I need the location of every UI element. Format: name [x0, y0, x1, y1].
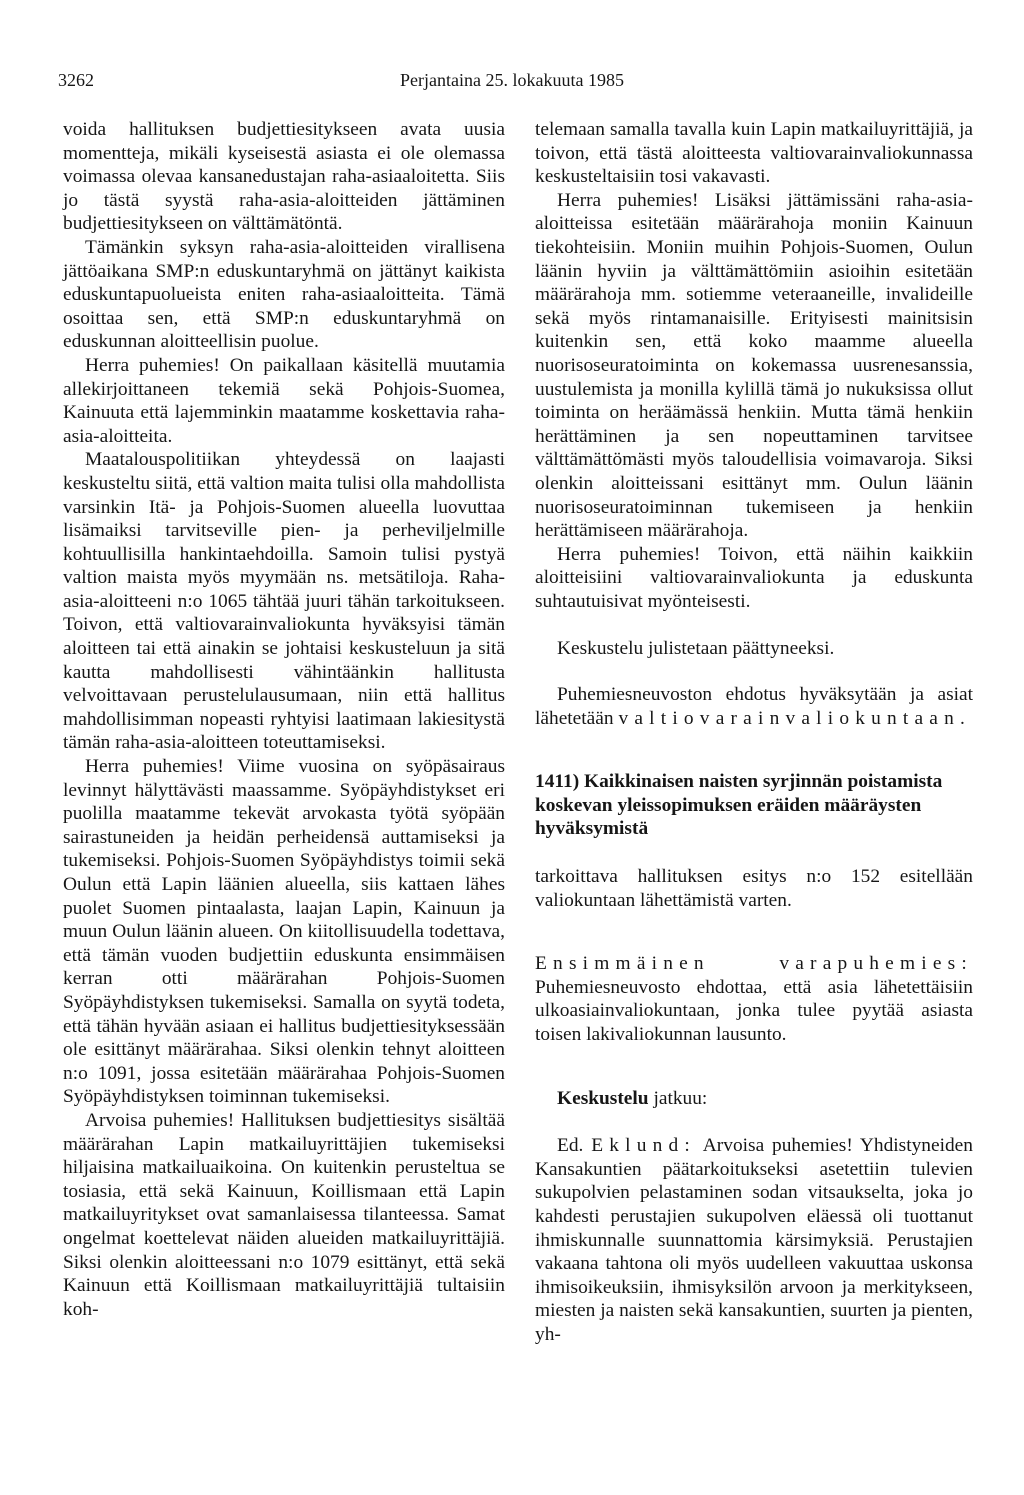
agenda-item-number: 1411) — [535, 771, 580, 793]
paragraph: Tämänkin syksyn raha-asia-aloitteiden virallisena jättöaikana SMP:n eduskuntaryhmä on jättänyt kaikista eduskuntapuolueista eniten raha-asiaaloitteita. Tämä osoittaa sen, että SMP:n eduskuntaryhmä on eduskunnan aloitteellisin puolue. — [63, 236, 505, 353]
speech-paragraph — [535, 1134, 973, 1346]
closing-statement: Keskustelu julistetaan päättyneeksi. — [557, 638, 835, 660]
paragraph: Maatalouspolitiikan yhteydessä on laajasti keskusteltu siitä, että valtion maita tulisi olla mahdollista varsinkin Itä- ja Pohjois-Suomen alueella luovuttaa lisämaiksi tarvitseville pien- ja perheviljelmille kohtuullisilla hankintaehdoilla. Samoin tulisi pystyä valtion maista myös myymään ns. metsätiloja. Raha-asia-aloitteeni n:o 1065 tähtää juuri tähän tarkoitukseen. Toivon, että valtiovarainvaliokunta hyväksyisi tämän aloitteen tai että ainakin se johtaisi keskusteluun ja sitä kautta mahdollisesti vähintäänkin hallitusta velvoittavaan perustelulausumaan, niin että hallitus mahdollisimman nopeasti ryhtyisi laatimaan lakiesitystä tämän raha-asia-aloitteen toteuttamiseksi. — [63, 449, 505, 754]
right-column — [535, 118, 973, 1347]
left-column — [63, 118, 505, 1321]
running-title: Perjantaina 25. lokakuuta 1985 — [400, 70, 624, 90]
deputy-speaker-text: Puhemiesneuvosto ehdottaa, että asia lähetettäisiin ulkoasiainvaliokuntaan, jonka tulee pyytää asiasta toisen lakivaliokunnan lausunto. — [535, 976, 973, 1045]
deputy-speaker-label: Ensimmäinen varapuhemies: — [535, 953, 973, 975]
paragraph: Herra puhemies! On paikallaan käsitellä muutamia allekirjoittaneen tekemiä sekä Pohjois-Suomea, Kainuuta että lajemminkin maatamme koskettavia raha-asia-aloitteita. — [63, 354, 505, 447]
agenda-item-text: tarkoittava hallituksen esitys n:o 152 esitellään valiokuntaan lähettämistä varten. — [535, 866, 973, 911]
committee-name: valtiovarainvaliokuntaan. — [618, 707, 972, 729]
speech-text: Arvoisa puhemies! Yhdistyneiden Kansakuntien päätarkoitukseksi asetettiin tulevien sukupolvien pelastaminen sodan vitsaukselta, joka jo kahdesti perustajien sukupolven eläessä oli tuottanut ihmiskunnalle suunnattomia kärsimyksiä. Perustajien vakaana tahtona oli myös uudelleen vakuuttaa uskonsa ihmisoikeuksiin, ihmisyksilön arvoon ja merkitykseen, miesten ja naisten sekä kansakuntien, suurten ja pienten, yh- — [535, 1135, 973, 1345]
paragraph: voida hallituksen budjettiesitykseen avata uusia momentteja, mikäli kyseisestä asiasta ei ole olemassa voimassa olevaa kansanedustajan raha-asiaaloitetta. Siis jo tästä syystä raha-asia-aloitteiden jättäminen budjettiesitykseen on välttämätöntä. — [63, 119, 505, 235]
agenda-item-heading — [535, 770, 973, 841]
paragraph: Arvoisa puhemies! Hallituksen budjettiesitys sisältää määrärahan Lapin matkailuyrittäjien tukemiseksi hiljaisina matkailuaikoina. On kuitenkin perusteltua se tosiasia, että sekä Kainuun, Koillismaan että Lapin matkailuyritykset ovat samanlaisessa tilanteessa. Samat ongelmat koettelevat näiden alueiden matkailuyrittäjiä. Siksi olenkin aloitteessani n:o 1079 esittänyt, että sekä Kainuun että Koillismaan matkailuyrittäjiä tultaisiin koh- — [63, 1109, 505, 1320]
decision-statement — [535, 683, 973, 730]
decision-text: Puhemiesneuvoston ehdotus hyväksytään ja asiat lähetetään — [535, 684, 973, 729]
speaker-prefix: Ed. — [557, 1135, 584, 1157]
page-number: 3262 — [58, 70, 94, 90]
paragraph: Herra puhemies! Lisäksi jättämissäni raha-asiaaloitteissa esitetään määrärahoja moniin Kainuun tiekohteisiin. Moniin muihin Pohjois-Suomen, Oulun läänin hyviin ja välttämättömiin asioihin esitetään määrärahoja mm. sotiemme veteraaneille, invalideille sekä myös rintamanaisille. Erityisesti mainitsisin kuitenkin sen, että koko maamme alueella nuorisoseuratoiminta on kokemassa uusrenesanssia, uustulemista ja monilla kylillä tämä jo nukuksissa ollut toiminta on heräämässä henkiin. Mutta tämä henkiin herättäminen ja sen nopeuttaminen tarvitsee välttämättömästi myös taloudellisia voimavaroja. Siksi olenkin aloitteissani esittänyt mm. Oulun läänin nuorisoseuratoiminnan tukemiseen ja henkiin herättämiseen määrärahoja. — [535, 189, 973, 542]
agenda-item-title: Kaikkinaisen naisten syrjinnän poistamista koskevan yleissopimuksen eräiden määräysten hyväksymistä — [535, 771, 943, 840]
paragraph: Herra puhemies! Viime vuosina on syöpäsairaus levinnyt hälyttävästi maassamme. Syöpäyhdistykset eri puolilla maatamme tekevät arvokasta työtä syöpään sairastuneiden ja heidän perheidensä auttamiseksi ja tukemiseksi. Pohjois-Suomen Syöpäyhdistys toimii sekä Oulun että Lapin läänien alueella, siis kattaen lähes puolet Suomen pintaalasta, laajan Lapin, Kainuun ja muun Oulun läänin alueen. On kiitollisuudella todettava, että tämän vuoden budjettiin eduskunta ensimmäisen kerran otti määrärahan Pohjois-Suomen Syöpäyhdistyksen tukemiseksi. Samalla on syytä todeta, että tähän hyvään asiaan ei hallitus budjettiesityksessään ole esittänyt määrärahaa. Siksi olenkin tehnyt aloitteen n:o 1091, jossa esitetään määrärahaa Pohjois-Suomen Syöpäyhdistyksen toiminnan tukemiseksi. — [63, 756, 505, 1108]
discussion-continues — [535, 1087, 973, 1111]
discussion-label: Keskustelu — [557, 1087, 649, 1109]
paragraph: telemaan samalla tavalla kuin Lapin matkailuyrittäjiä, ja toivon, että tästä aloitteesta valtiovarainvaliokunnassa keskusteltaisiin tosi vakavasti. — [535, 119, 973, 188]
speaker-name: Eklund: — [591, 1135, 697, 1157]
paragraph: Herra puhemies! Toivon, että näihin kaikkiin aloitteisiini valtiovarainvaliokunta ja eduskunta suhtautuisivat myönteisesti. — [535, 543, 973, 612]
deputy-speaker-statement — [535, 952, 973, 1046]
discussion-continues-text: jatkuu: — [653, 1087, 708, 1109]
